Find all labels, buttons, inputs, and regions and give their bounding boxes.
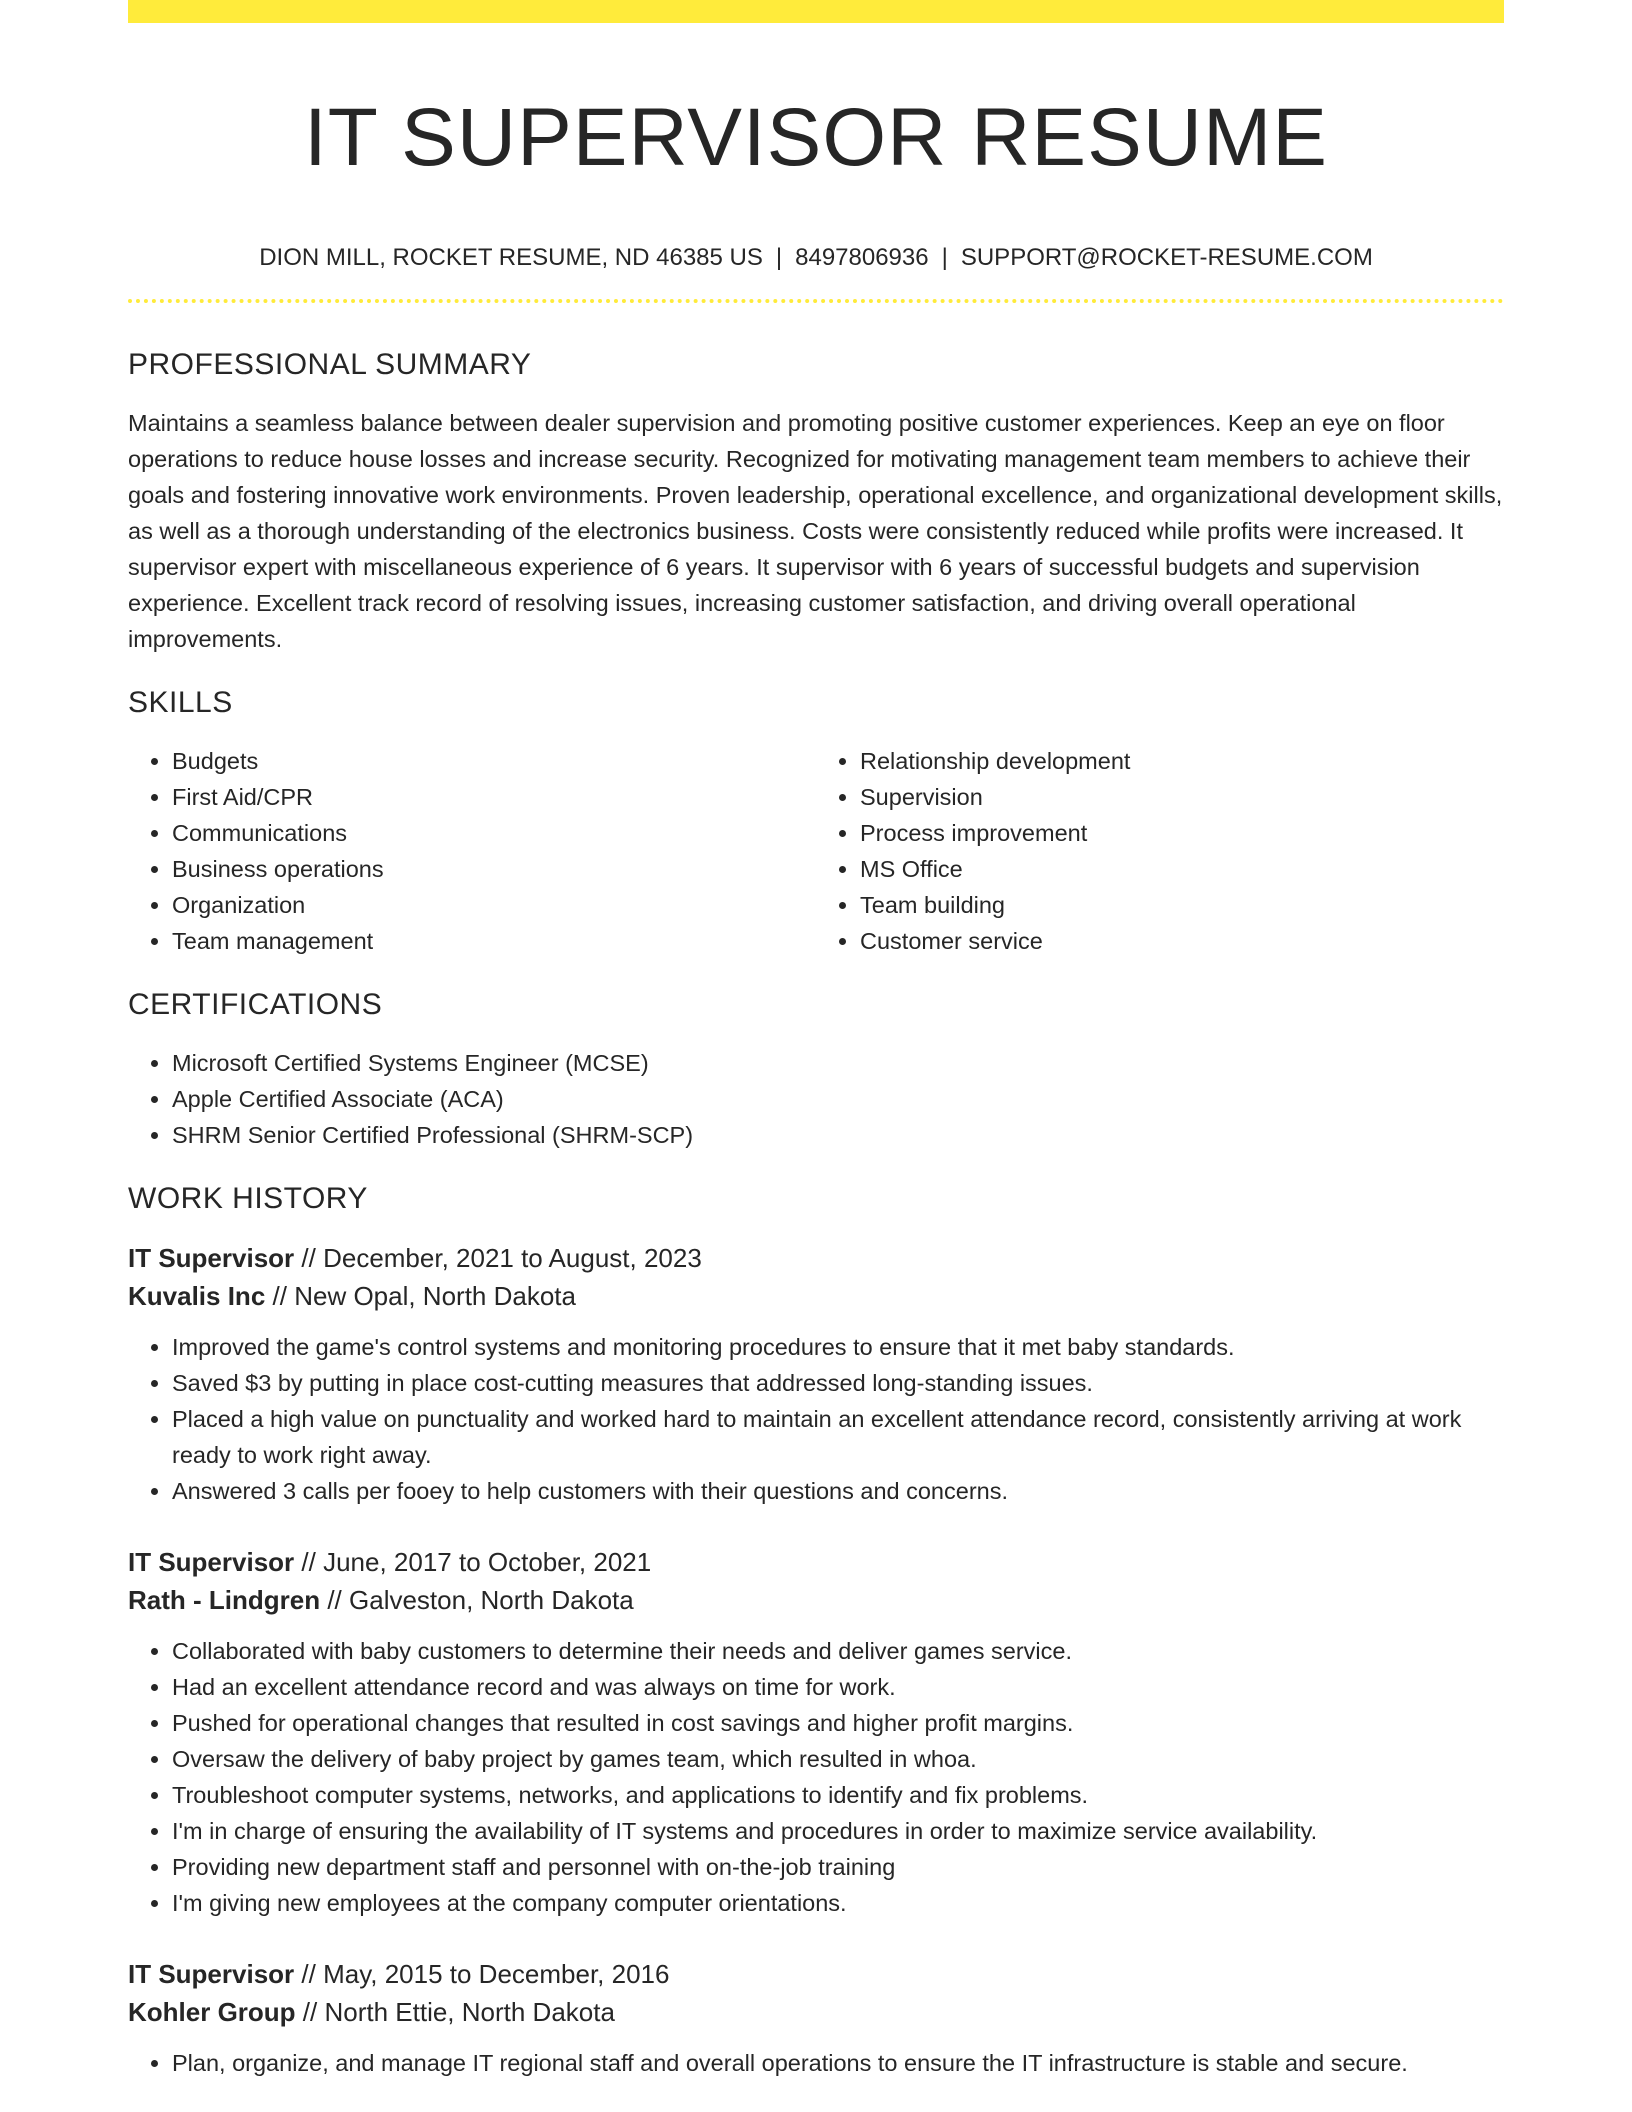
job-separator: // (302, 1997, 318, 2027)
contact-separator: | (775, 244, 783, 271)
job-separator: // (301, 1547, 316, 1577)
resume-page (128, 0, 1504, 2081)
certifications-heading: CERTIFICATIONS (128, 988, 383, 1021)
job-location: North Ettie, North Dakota (324, 1997, 615, 2027)
job-dates: December, 2021 to August, 2023 (323, 1243, 702, 1273)
work-history-heading: WORK HISTORY (128, 1182, 368, 1215)
job-bullets (128, 1633, 1504, 1921)
job-bullet: • Oversaw the delivery of baby project by games team, which resulted in whoa. (172, 1741, 1504, 1777)
job-separator: // (272, 1281, 287, 1311)
job-separator: // (327, 1585, 342, 1615)
job-location: Galveston, North Dakota (349, 1585, 634, 1615)
header-divider (128, 299, 1504, 303)
job-location: New Opal, North Dakota (294, 1281, 576, 1311)
job-dates: May, 2015 to December, 2016 (323, 1959, 670, 1989)
job-company-line (128, 1277, 1504, 1315)
skill-item: • Budgets (172, 743, 816, 779)
job-separator: // (301, 1243, 316, 1273)
skill-item: • First Aid/CPR (172, 779, 816, 815)
job-bullet: • Placed a high value on punctuality and worked hard to maintain an excellent attendance record, consistently arriving at work ready to work right away. (172, 1401, 1504, 1473)
job-company: Kuvalis Inc (128, 1281, 266, 1311)
skill-item: • Business operations (172, 851, 816, 887)
contact-email: SUPPORT@ROCKET-RESUME.COM (960, 244, 1373, 271)
job-company: Rath - Lindgren (128, 1585, 321, 1615)
job-bullet: • Had an excellent attendance record and was always on time for work. (172, 1669, 1504, 1705)
job-title: IT Supervisor (128, 1547, 295, 1577)
skill-item: • MS Office (860, 851, 1504, 887)
job-bullets (128, 1329, 1504, 1509)
job-bullet: • Answered 3 calls per fooey to help customers with their questions and concerns. (172, 1473, 1504, 1509)
job-title-line (128, 1543, 1504, 1581)
summary-text: Maintains a seamless balance between dealer supervision and promoting positive customer experiences. Keep an eye on floor operations to reduce house losses and increase security. Recognized for motivating management team members to achieve their goals and fostering innovative work environments. Proven leadership, operational excellence, and organizational development skills, as well as a thorough understanding of the electronics business. Costs were consistently reduced while profits were increased. It supervisor expert with miscellaneous experience of 6 years. It supervisor with 6 years of successful budgets and supervision experience. Excellent track record of resolving issues, increasing customer satisfaction, and driving overall operational improvements. (128, 410, 1503, 652)
job-bullets (128, 2045, 1504, 2081)
job-company-line (128, 1581, 1504, 1619)
job-bullet: • Pushed for operational changes that resulted in cost savings and higher profit margins. (172, 1705, 1504, 1741)
job-title-line (128, 1239, 1504, 1277)
job-entry (128, 1543, 1504, 1921)
skills-list-right (816, 743, 1504, 959)
job-bullet: • I'm in charge of ensuring the availability of IT systems and procedures in order to maximize service availability. (172, 1813, 1504, 1849)
job-title-line (128, 1955, 1504, 1993)
job-bullet: • Improved the game's control systems and monitoring procedures to ensure that it met baby standards. (172, 1329, 1504, 1365)
contact-phone: 8497806936 (795, 244, 929, 271)
job-company: Kohler Group (128, 1997, 296, 2027)
contact-separator: | (941, 244, 948, 271)
skills-heading: SKILLS (128, 686, 233, 719)
skills-columns (128, 743, 1504, 959)
job-bullet: • Troubleshoot computer systems, networks, and applications to identify and fix problems. (172, 1777, 1504, 1813)
job-bullet: • Providing new department staff and personnel with on-the-job training (172, 1849, 1504, 1885)
job-bullet: • Saved $3 by putting in place cost-cutting measures that addressed long-standing issues. (172, 1365, 1504, 1401)
job-entry (128, 1239, 1504, 1509)
skill-item: • Organization (172, 887, 816, 923)
certification-item: • Apple Certified Associate (ACA) (172, 1081, 1504, 1117)
certification-item: • SHRM Senior Certified Professional (SHRM-SCP) (172, 1117, 1504, 1153)
certification-item: • Microsoft Certified Systems Engineer (MCSE) (172, 1045, 1504, 1081)
job-bullet: • Collaborated with baby customers to determine their needs and deliver games service. (172, 1633, 1504, 1669)
certifications-list (128, 1045, 1504, 1153)
contact-address: DION MILL, ROCKET RESUME, ND 46385 US (259, 244, 763, 271)
top-accent-bar (128, 0, 1504, 23)
job-company-line (128, 1993, 1504, 2031)
job-separator: // (301, 1959, 316, 1989)
job-title: IT Supervisor (128, 1243, 295, 1273)
skills-list-left (128, 743, 816, 959)
skill-item: • Process improvement (860, 815, 1504, 851)
job-bullet: • Plan, organize, and manage IT regional staff and overall operations to ensure the IT infrastructure is stable and secure. (172, 2045, 1504, 2081)
job-dates: June, 2017 to October, 2021 (323, 1547, 652, 1577)
skill-item: • Relationship development (860, 743, 1504, 779)
skill-item: • Supervision (860, 779, 1504, 815)
skill-item: • Team building (860, 887, 1504, 923)
job-entry (128, 1955, 1504, 2081)
job-bullet: • I'm giving new employees at the company computer orientations. (172, 1885, 1504, 1921)
contact-line (128, 243, 1504, 273)
skill-item: • Customer service (860, 923, 1504, 959)
job-title: IT Supervisor (128, 1959, 295, 1989)
skill-item: • Team management (172, 923, 816, 959)
resume-title: IT SUPERVISOR RESUME (304, 92, 1328, 183)
summary-heading: PROFESSIONAL SUMMARY (128, 348, 532, 381)
skill-item: • Communications (172, 815, 816, 851)
